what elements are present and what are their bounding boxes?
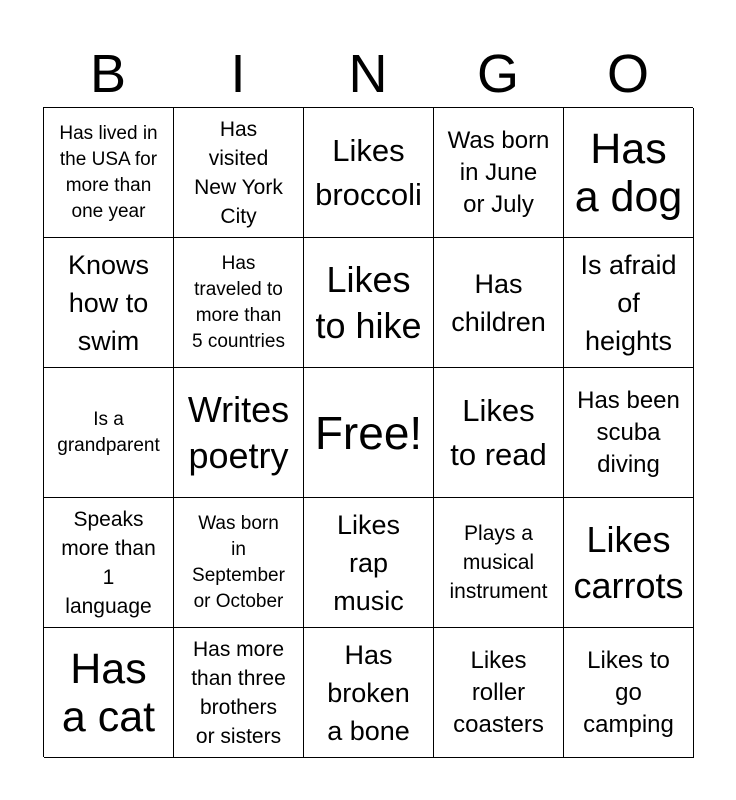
free-space[interactable] [304, 368, 434, 498]
cell-text: Likes rap music [333, 509, 404, 616]
bingo-cell[interactable] [434, 498, 564, 628]
cell-text: Likes to read [450, 392, 547, 472]
bingo-cell[interactable] [564, 108, 694, 238]
cell-text: Has a cat [61, 644, 156, 741]
free-space-text: Free! [314, 406, 423, 459]
cell-text: Is a grandparent [57, 408, 160, 456]
bingo-cell[interactable] [174, 108, 304, 238]
bingo-cell[interactable] [174, 368, 304, 498]
bingo-cell[interactable] [564, 238, 694, 368]
bingo-cell[interactable] [174, 498, 304, 628]
cell-text: Has traveled to more than 5 countries [192, 252, 285, 352]
cell-text: Writes poetry [187, 388, 290, 476]
cell-text: Likes to go camping [583, 646, 674, 738]
cell-text: Likes to hike [315, 258, 422, 346]
cell-text: Has more than three brothers or sisters [191, 637, 286, 748]
cell-text: Has lived in the USA for more than one year [59, 122, 158, 222]
bingo-header [43, 40, 693, 108]
cell-text: Plays a musical instrument [449, 522, 548, 603]
header-letter-i: I [230, 44, 246, 104]
bingo-cell[interactable] [304, 108, 434, 238]
cell-text: Has children [451, 268, 546, 337]
bingo-cell[interactable] [304, 238, 434, 368]
bingo-cell[interactable] [174, 238, 304, 368]
bingo-cell[interactable] [434, 238, 564, 368]
bingo-board [43, 107, 693, 757]
bingo-cell[interactable] [44, 628, 174, 758]
bingo-cell[interactable] [44, 368, 174, 498]
header-letter-o: O [606, 44, 649, 104]
header-letter-g: G [476, 44, 519, 104]
cell-text: Has visited New York City [194, 117, 283, 228]
cell-text: Was born in September or October [192, 512, 285, 612]
bingo-cell[interactable] [564, 628, 694, 758]
cell-text: Likes roller coasters [453, 646, 544, 738]
cell-text: Has broken a bone [327, 639, 410, 746]
cell-text: Has been scuba diving [577, 386, 680, 478]
cell-text: Is afraid of heights [580, 249, 677, 356]
cell-text: Speaks more than 1 language [61, 507, 156, 618]
cell-text: Knows how to swim [67, 249, 150, 356]
bingo-cell[interactable] [434, 628, 564, 758]
cell-text: Likes carrots [573, 518, 684, 606]
cell-text: Likes broccoli [315, 132, 422, 212]
bingo-cell[interactable] [304, 498, 434, 628]
bingo-cell[interactable] [564, 498, 694, 628]
bingo-cell[interactable] [44, 238, 174, 368]
bingo-cell[interactable] [434, 368, 564, 498]
bingo-cell[interactable] [564, 368, 694, 498]
cell-text: Has a dog [574, 124, 683, 221]
bingo-cell[interactable] [304, 628, 434, 758]
bingo-cell[interactable] [44, 498, 174, 628]
bingo-cell[interactable] [174, 628, 304, 758]
header-letter-n: N [348, 44, 388, 104]
bingo-cell[interactable] [44, 108, 174, 238]
header-letter-b: B [89, 44, 127, 104]
bingo-cell[interactable] [434, 108, 564, 238]
cell-text: Was born in June or July [447, 126, 550, 218]
